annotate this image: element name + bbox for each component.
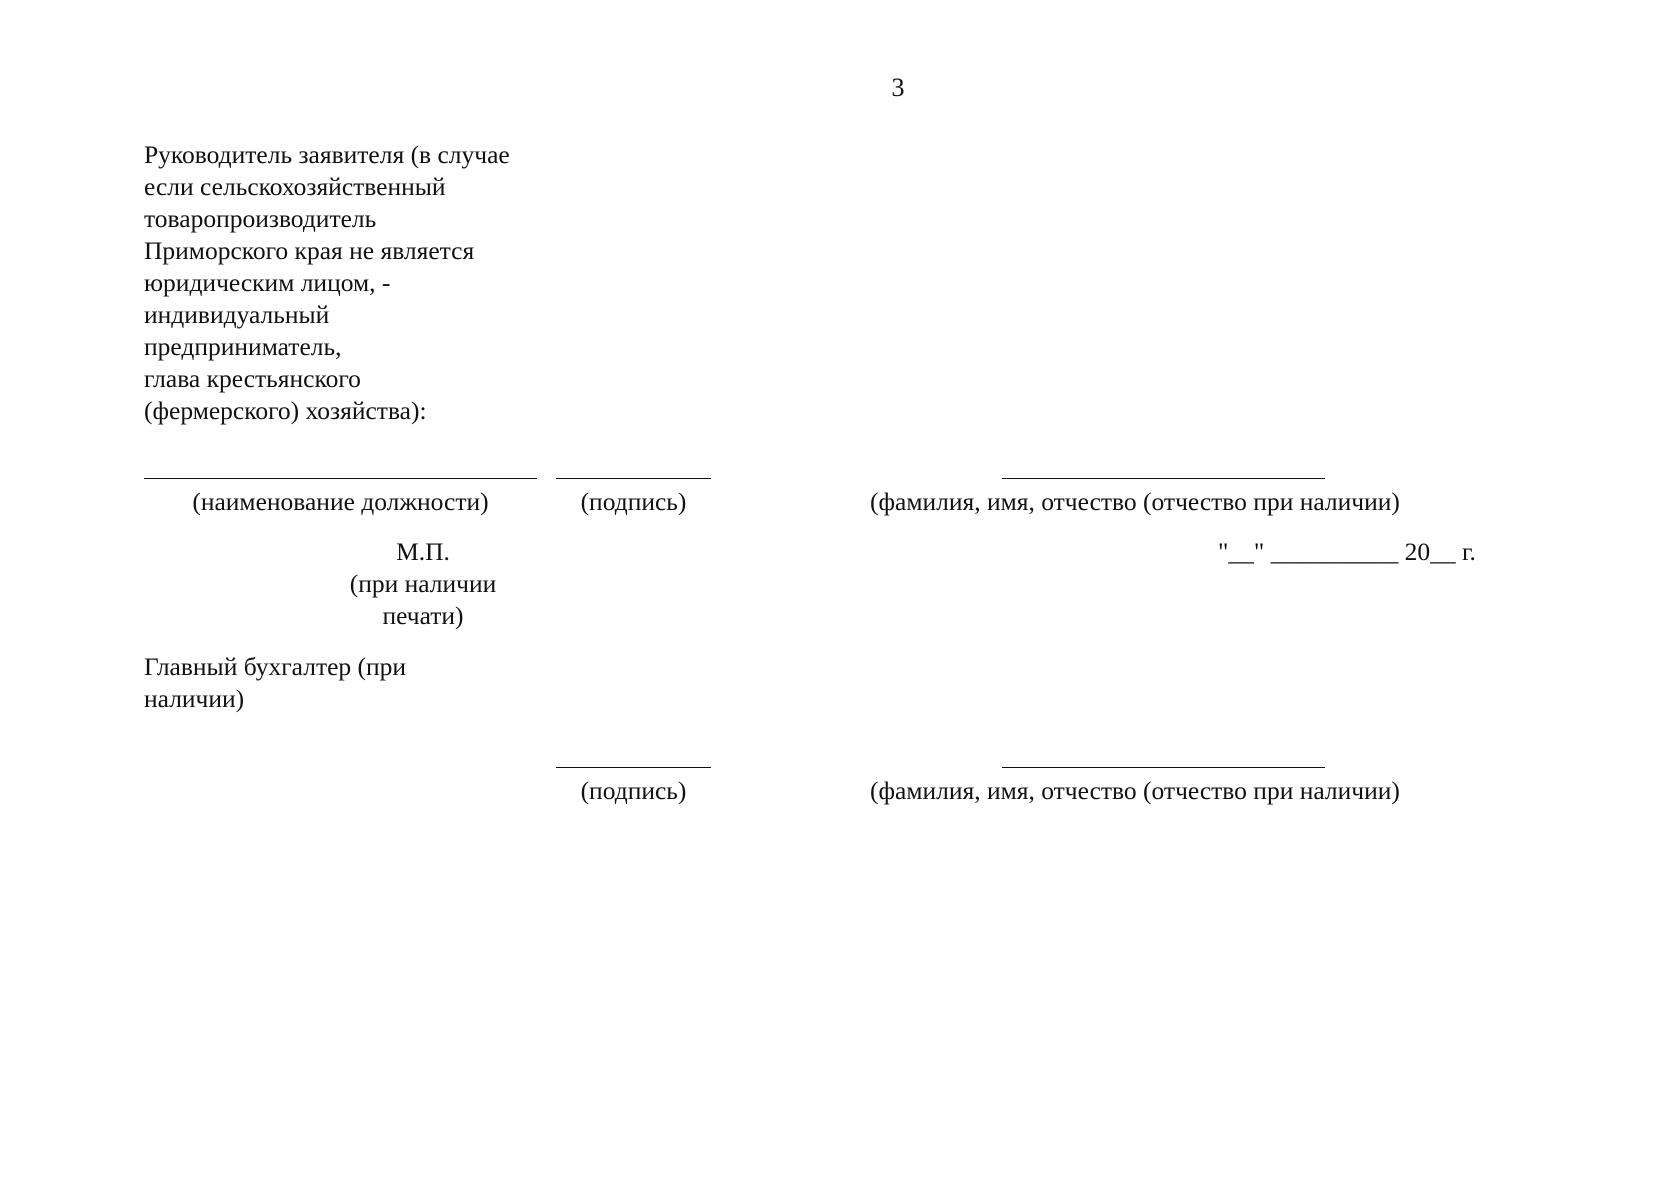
heading-line: если сельскохозяйственный: [144, 172, 446, 201]
page-number: 3: [891, 73, 905, 102]
heading-line: Руководитель заявителя (в случае: [144, 140, 510, 169]
seal-placeholder: [318, 536, 528, 632]
accountant-name-caption: (фамилия, имя, отчество (отчество при наличии): [870, 776, 1400, 805]
heading-line: наличии): [144, 684, 245, 713]
date-year-prefix: 20: [1404, 537, 1431, 566]
heading-line: Приморского края не является: [144, 236, 475, 265]
heading-line: Главный бухгалтер (при: [144, 652, 407, 681]
date-field[interactable]: [1218, 536, 1476, 568]
accountant-signature-fill-line[interactable]: [556, 767, 711, 768]
position-fill-line[interactable]: [144, 478, 537, 479]
date-year-blank[interactable]: __: [1430, 537, 1456, 566]
heading-line: предприниматель,: [144, 332, 342, 361]
date-open-quote: ": [1218, 537, 1229, 566]
name-caption: (фамилия, имя, отчество (отчество при наличии): [870, 487, 1400, 516]
heading-line: юридическим лицом, -: [144, 268, 391, 297]
date-day-blank[interactable]: __: [1228, 537, 1254, 566]
heading-line: глава крестьянского: [144, 364, 361, 393]
applicant-head-heading: [144, 139, 564, 427]
heading-line: товаропроизводитель: [144, 204, 377, 233]
seal-label: М.П.: [396, 537, 450, 566]
chief-accountant-heading: [144, 651, 564, 715]
signature-fill-line[interactable]: [556, 478, 711, 479]
seal-note: (при наличии: [349, 569, 497, 598]
position-caption: (наименование должности): [192, 487, 489, 516]
date-year-suffix: г.: [1461, 537, 1476, 566]
heading-line: индивидуальный: [144, 300, 330, 329]
signature-caption: (подпись): [580, 487, 687, 516]
name-fill-line[interactable]: [1002, 478, 1325, 479]
date-close-quote: ": [1253, 537, 1265, 566]
date-month-blank[interactable]: __________: [1270, 537, 1399, 566]
accountant-name-fill-line[interactable]: [1002, 767, 1325, 768]
heading-line: (фермерского) хозяйства):: [144, 396, 427, 425]
seal-note: печати): [382, 601, 464, 630]
accountant-signature-caption: (подпись): [580, 776, 687, 805]
